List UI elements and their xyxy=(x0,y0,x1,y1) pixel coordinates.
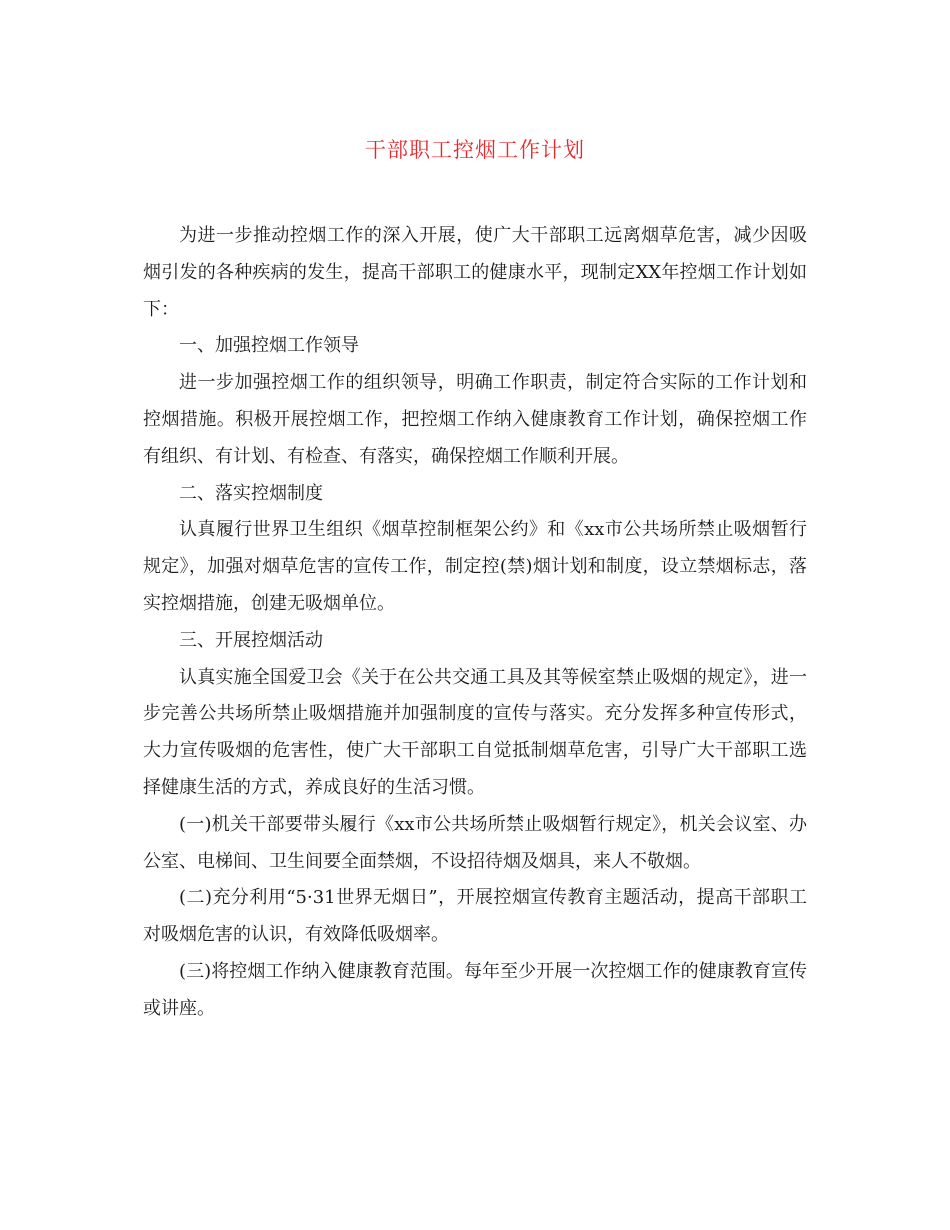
list-item-3: (三)将控烟工作纳入健康教育范围。每年至少开展一次控烟工作的健康教育宣传或讲座。 xyxy=(143,960,807,1019)
section-paragraph-3: 认真实施全国爱卫会《关于在公共交通工具及其等候室禁止吸烟的规定》，进一步完善公共场所禁止吸烟措施并加强制度的宣传与落实。充分发挥多种宣传形式，大力宣传吸烟的危害性，使广大干部职工自觉抵制烟草危害，引导广大干部职工选择健康生活的方式，养成良好的生活习惯。 xyxy=(143,666,807,798)
section-heading-3: 三、开展控烟活动 xyxy=(179,629,323,651)
document-title: 干部职工控烟工作计划 xyxy=(365,138,585,162)
section-paragraph-1: 进一步加强控烟工作的组织领导，明确工作职责，制定符合实际的工作计划和控烟措施。积极开展控烟工作，把控烟工作纳入健康教育工作计划，确保控烟工作有组织、有计划、有检查、有落实，确保控烟工作顺利开展。 xyxy=(143,372,807,467)
list-item-2: (二)充分利用“5·31世界无烟日”，开展控烟宣传教育主题活动，提高干部职工对吸烟危害的认识，有效降低吸烟率。 xyxy=(143,887,807,946)
section-heading-1: 一、加强控烟工作领导 xyxy=(179,335,359,357)
list-item-1: (一)机关干部要带头履行《xx市公共场所禁止吸烟暂行规定》，机关会议室、办公室、电梯间、卫生间要全面禁烟，不设招待烟及烟具，来人不敬烟。 xyxy=(143,813,807,872)
section-heading-2: 二、落实控烟制度 xyxy=(179,482,323,504)
document-body xyxy=(143,218,807,1028)
section-paragraph-2: 认真履行世界卫生组织《烟草控制框架公约》和《xx市公共场所禁止吸烟暂行规定》，加强对烟草危害的宣传工作，制定控(禁)烟计划和制度，设立禁烟标志，落实控烟措施，创建无吸烟单位。 xyxy=(143,519,807,614)
intro-paragraph: 为进一步推动控烟工作的深入开展，使广大干部职工远离烟草危害，减少因吸烟引发的各种疾病的发生，提高干部职工的健康水平，现制定XX年控烟工作计划如下： xyxy=(143,225,807,320)
